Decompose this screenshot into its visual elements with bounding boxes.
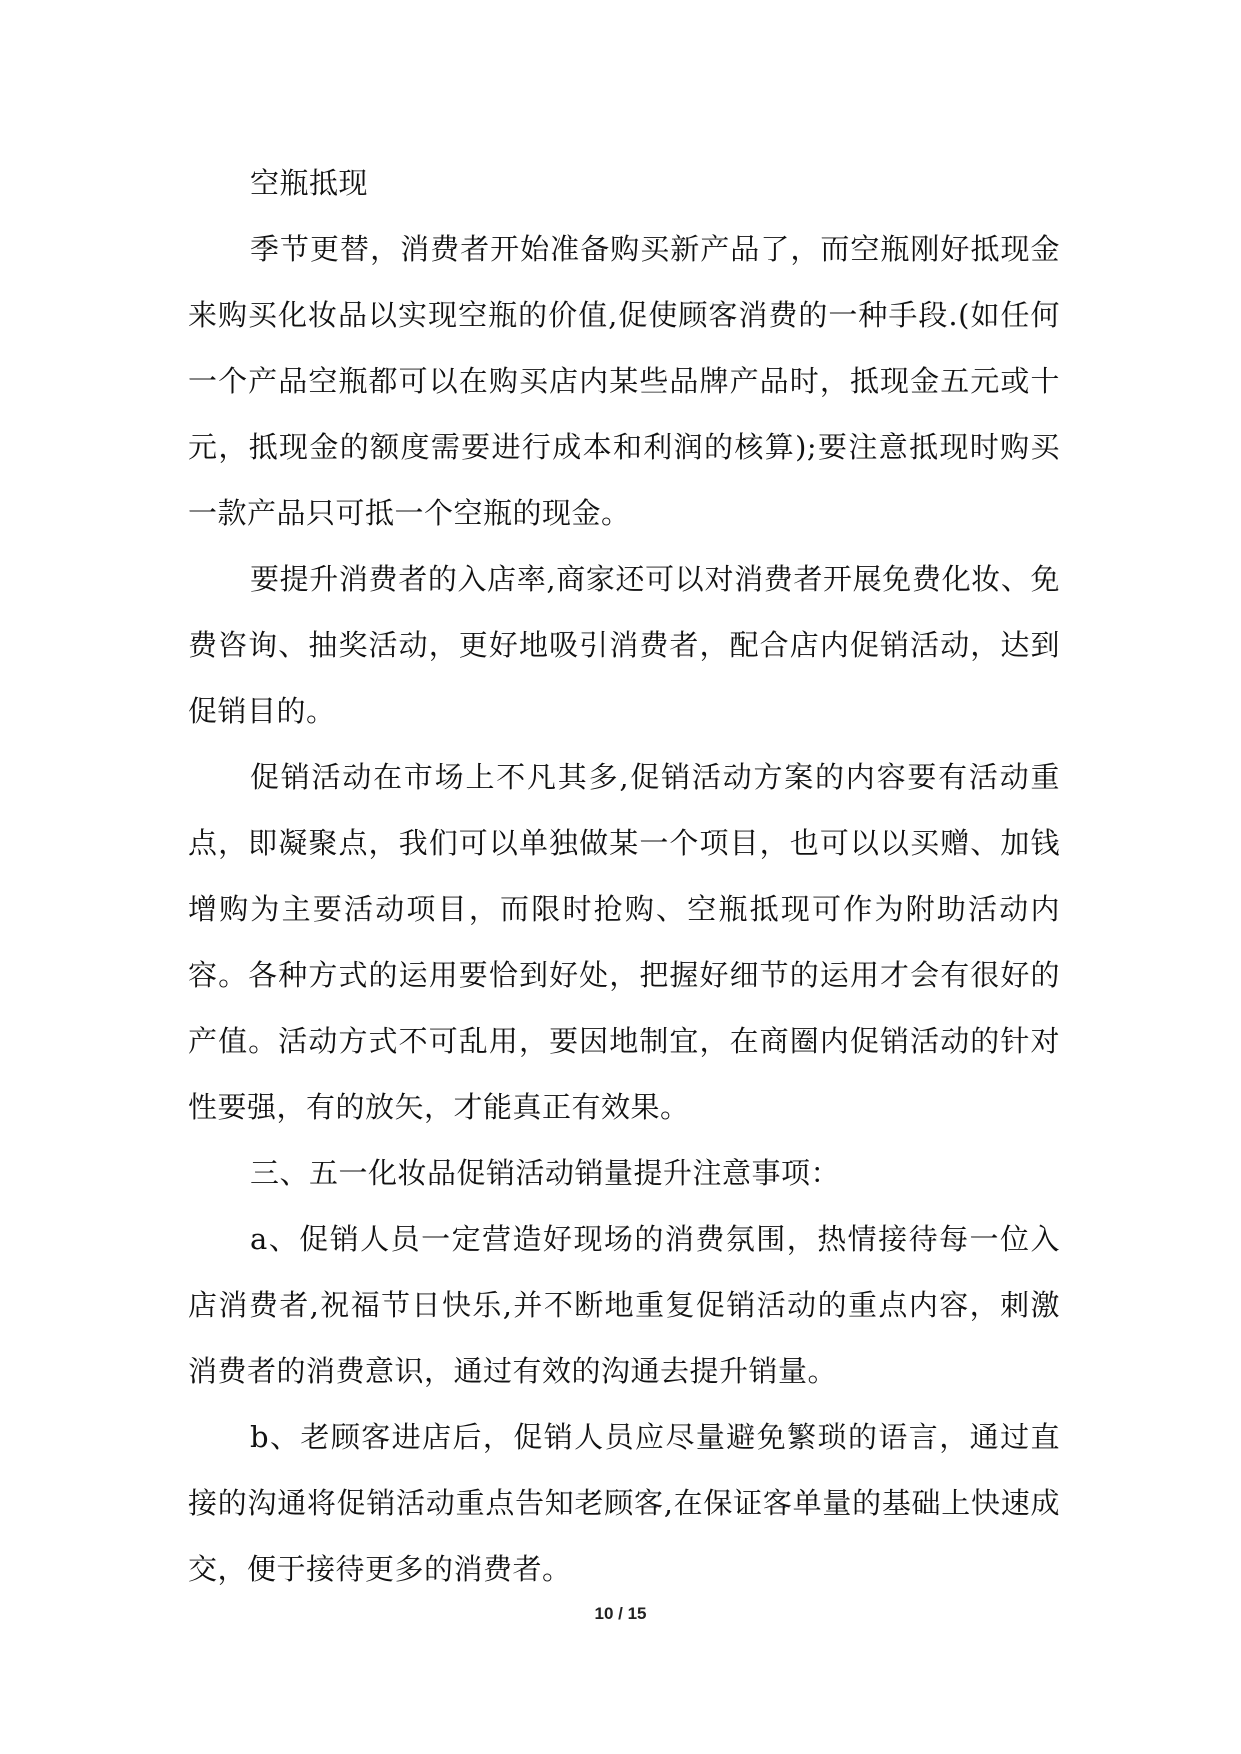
section-heading-notes: 三、五一化妆品促销活动销量提升注意事项： [250,1156,841,1190]
paragraph-note-b: b、老顾客进店后，促销人员应尽量避免繁琐的语言，通过直接的沟通将促销活动重点告知老顾客,在保证客单量的基础上快速成交，便于接待更多的消费者。 [188,1420,1060,1586]
paragraph-empty-bottle-description: 季节更替，消费者开始准备购买新产品了，而空瓶刚好抵现金来购买化妆品以实现空瓶的价值,促使顾客消费的一种手段.(如任何一个产品空瓶都可以在购买店内某些品牌产品时，抵现金五元或十元，抵现金的额度需要进行成本和利润的核算);要注意抵现时购买一款产品只可抵一个空瓶的现金。 [188,232,1060,530]
section-heading-empty-bottle: 空瓶抵现 [250,166,369,200]
paragraph-store-entry-rate: 要提升消费者的入店率,商家还可以对消费者开展免费化妆、免费咨询、抽奖活动，更好地吸引消费者，配合店内促销活动，达到促销目的。 [188,562,1060,728]
paragraph-promotion-focus: 促销活动在市场上不凡其多,促销活动方案的内容要有活动重点，即凝聚点，我们可以单独做某一个项目，也可以以买赠、加钱增购为主要活动项目，而限时抢购、空瓶抵现可作为附助活动内容。各种方式的运用要恰到好处，把握好细节的运用才会有很好的产值。活动方式不可乱用，要因地制宜，在商圈内促销活动的针对性要强，有的放矢，才能真正有效果。 [188,760,1060,1124]
paragraph-note-a: a、促销人员一定营造好现场的消费氛围，热情接待每一位入店消费者,祝福节日快乐,并不断地重复促销活动的重点内容，刺激消费者的消费意识，通过有效的沟通去提升销量。 [188,1222,1060,1388]
page-number: 10 / 15 [594,1604,647,1623]
document-body [188,150,1060,1602]
